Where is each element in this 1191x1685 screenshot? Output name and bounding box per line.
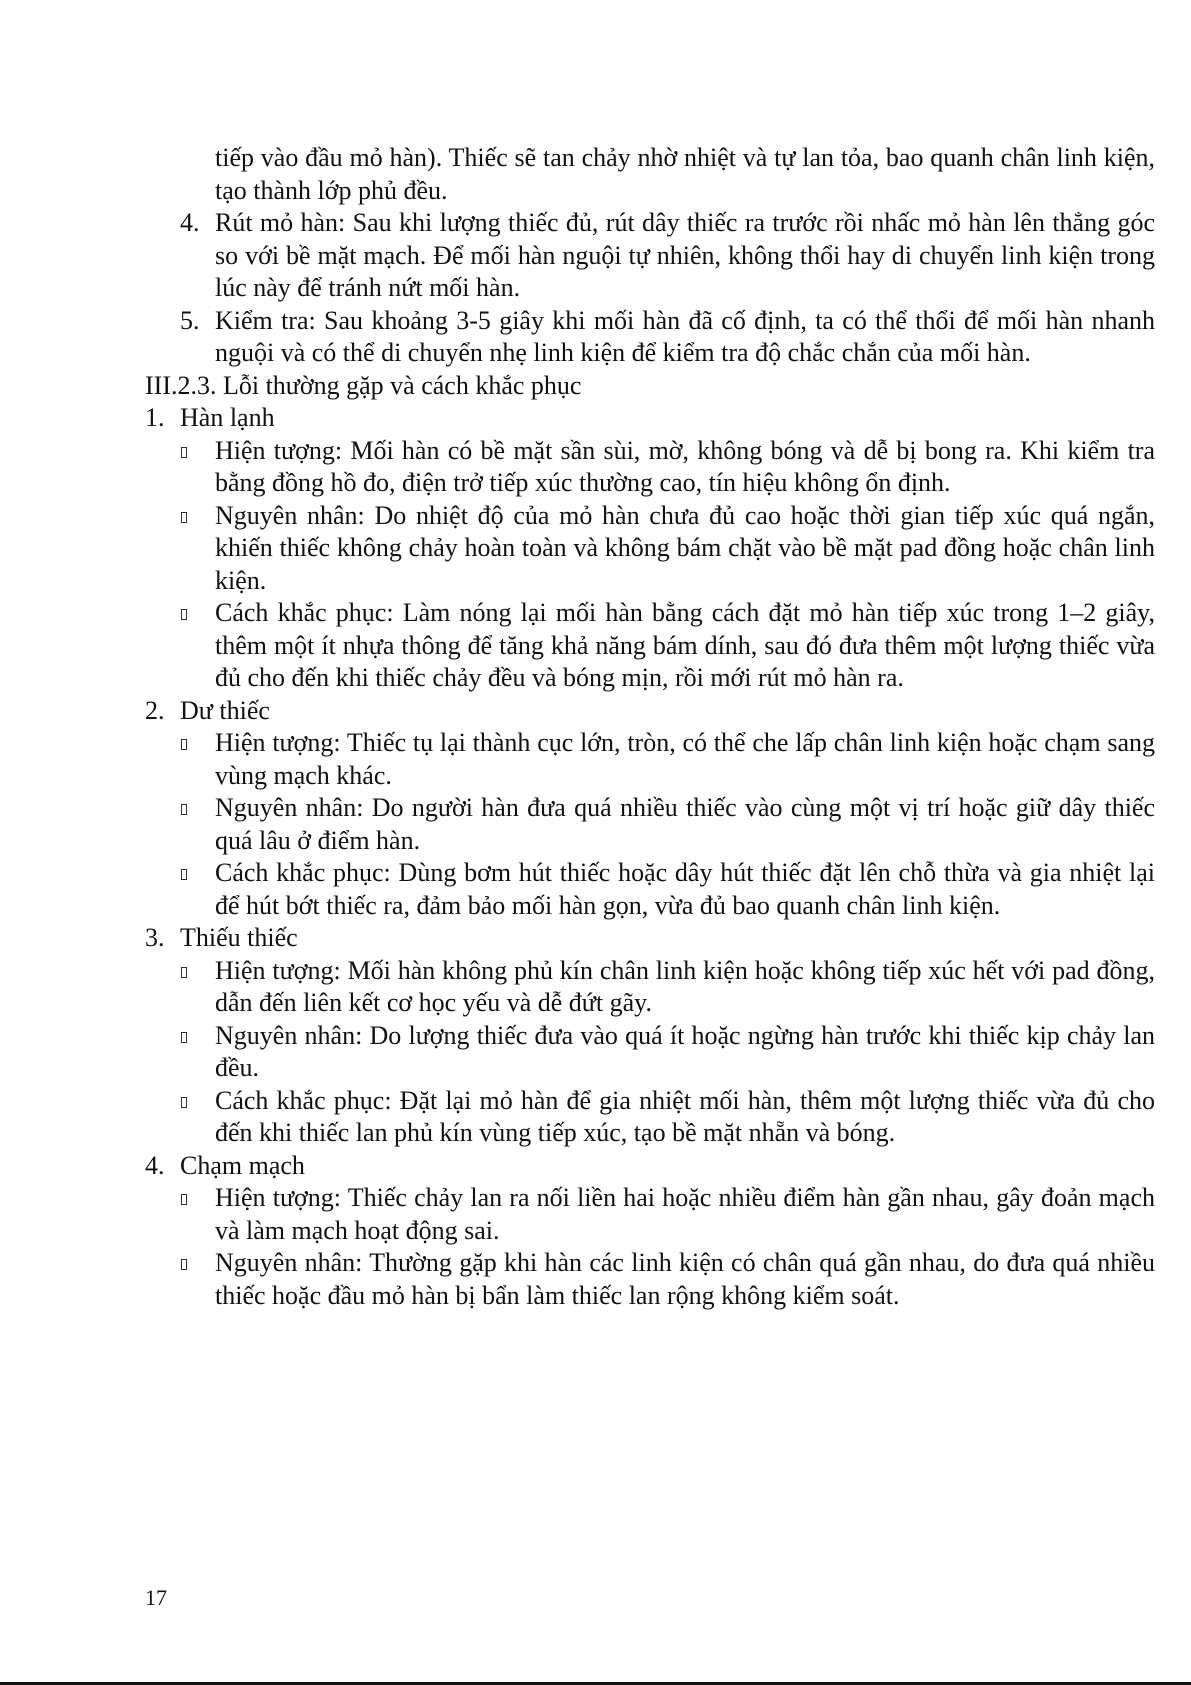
bullet-item: [145, 1182, 1155, 1247]
bullet-text: Nguyên nhân: Thường gặp khi hàn các linh kiện có chân quá gần nhau, do đưa quá nhiều thiếc hoặc đầu mỏ hàn bị bẩn làm thiếc lan rộng không kiểm soát.: [215, 1248, 1155, 1310]
bullet-text: Cách khắc phục: Dùng bơm hút thiếc hoặc dây hút thiếc đặt lên chỗ thừa và gia nhiệt lại để hút bớt thiếc ra, đảm bảo mối hàn gọn, vừa đủ bao quanh chân linh kiện.: [215, 858, 1155, 920]
bullet-item: [145, 597, 1155, 695]
error-number: 1.: [145, 403, 165, 432]
bullet-icon: [181, 1032, 187, 1043]
page-number: 17: [145, 1585, 167, 1610]
section-heading: III.2.3. Lỗi thường gặp và cách khắc phục: [145, 370, 582, 400]
error-title: [145, 922, 1155, 955]
bullet-icon: [181, 1194, 187, 1205]
bullet-item: [145, 792, 1155, 857]
step-item: [145, 207, 1155, 305]
bullet-item: [145, 1020, 1155, 1085]
error-title: [145, 1150, 1155, 1183]
step-number: 5.: [180, 305, 200, 335]
bullet-text: Cách khắc phục: Đặt lại mỏ hàn để gia nhiệt mối hàn, thêm một lượng thiếc vừa đủ cho đến khi thiếc lan phủ kín vùng tiếp xúc, tạo bề mặt nhẵn và bóng.: [215, 1085, 1155, 1147]
error-number: 4.: [145, 1150, 165, 1180]
bullet-icon: [181, 1259, 187, 1270]
bullet-text: Nguyên nhân: Do người hàn đưa quá nhiều thiếc vào cùng một vị trí hoặc giữ dây thiếc quá lâu ở điểm hàn.: [215, 793, 1155, 855]
bullet-icon: [181, 512, 187, 523]
bullet-item: [145, 500, 1155, 598]
error-title-text: Thiếu thiếc: [180, 923, 298, 952]
bullet-icon: [181, 609, 187, 620]
error-title-text: Dư thiếc: [180, 695, 270, 725]
error-title: [145, 402, 1155, 435]
continuation-paragraph: tiếp vào đầu mỏ hàn). Thiếc sẽ tan chảy nhờ nhiệt và tự lan tỏa, bao quanh chân linh kiện, tạo thành lớp phủ đều.: [215, 143, 1155, 205]
bullet-icon: [181, 1097, 187, 1108]
bullet-item: [145, 955, 1155, 1020]
bullet-item: [145, 1085, 1155, 1150]
bullet-item: [145, 727, 1155, 792]
step-text: Kiểm tra: Sau khoảng 3-5 giây khi mối hàn đã cố định, ta có thể thổi để mối hàn nhanh nguội và có thể di chuyển nhẹ linh kiện để kiểm tra độ chắc chắn của mối hàn.: [215, 305, 1155, 367]
bullet-text: Cách khắc phục: Làm nóng lại mối hàn bằng cách đặt mỏ hàn tiếp xúc trong 1–2 giây, thêm một ít nhựa thông để tăng khả năng bám dính, sau đó đưa thêm một lượng thiếc vừa đủ cho đến khi thiếc chảy đều và bóng mịn, rồi mới rút mỏ hàn ra.: [215, 598, 1155, 692]
bullet-icon: [181, 447, 187, 458]
bullet-item: [145, 857, 1155, 922]
error-number: 2.: [145, 695, 165, 725]
bullet-item: [145, 435, 1155, 500]
step-item: [145, 305, 1155, 370]
step-text: Rút mỏ hàn: Sau khi lượng thiếc đủ, rút dây thiếc ra trước rồi nhấc mỏ hàn lên thẳng góc so với bề mặt mạch. Để mối hàn nguội tự nhiên, không thổi hay di chuyển linh kiện trong lúc này để tránh nứt mối hàn.: [215, 208, 1155, 302]
error-number: 3.: [145, 923, 165, 952]
bullet-item: [145, 1247, 1155, 1312]
bullet-text: Nguyên nhân: Do lượng thiếc đưa vào quá ít hoặc ngừng hàn trước khi thiếc kịp chảy lan đều.: [215, 1020, 1155, 1082]
bullet-icon: [181, 869, 187, 880]
bullet-text: Hiện tượng: Mối hàn có bề mặt sần sùi, mờ, không bóng và dễ bị bong ra. Khi kiểm tra bằng đồng hồ đo, điện trở tiếp xúc thường cao, tín hiệu không ổn định.: [215, 435, 1155, 497]
bullet-icon: [181, 967, 187, 978]
bullet-text: Hiện tượng: Thiếc chảy lan ra nối liền hai hoặc nhiều điểm hàn gần nhau, gây đoản mạch và làm mạch hoạt động sai.: [215, 1183, 1155, 1245]
error-title-text: Hàn lạnh: [180, 403, 275, 432]
page-content: [145, 142, 1155, 1312]
bullet-text: Hiện tượng: Mối hàn không phủ kín chân linh kiện hoặc không tiếp xúc hết với pad đồng, dẫn đến liên kết cơ học yếu và dễ đứt gãy.: [215, 955, 1155, 1017]
bullet-text: Nguyên nhân: Do nhiệt độ của mỏ hàn chưa đủ cao hoặc thời gian tiếp xúc quá ngắn, khiến thiếc không chảy hoàn toàn và không bám chặt vào bề mặt pad đồng hoặc chân linh kiện.: [215, 500, 1155, 595]
error-title: [145, 695, 1155, 728]
error-title-text: Chạm mạch: [180, 1150, 305, 1180]
step-number: 4.: [180, 208, 200, 237]
bullet-icon: [181, 739, 187, 750]
bullet-text: Hiện tượng: Thiếc tụ lại thành cục lớn, tròn, có thể che lấp chân linh kiện hoặc chạm sang vùng mạch khác.: [215, 728, 1155, 790]
bullet-icon: [181, 804, 187, 815]
